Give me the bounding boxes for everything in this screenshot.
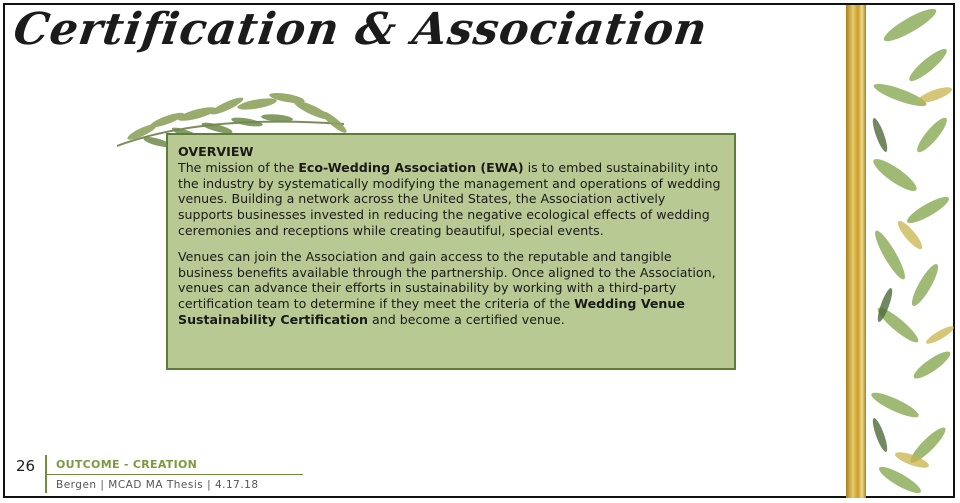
page-number: 26 xyxy=(16,457,36,475)
overview-panel xyxy=(166,133,736,370)
overview-paragraph-2 xyxy=(178,249,724,328)
overview-paragraph-1 xyxy=(178,160,724,239)
footer-meta: Bergen | MCAD MA Thesis | 4.17.18 xyxy=(56,479,259,491)
overview-p1-text-b: is to embed sustainability into the industry by systematically modifying the management and operations of wedding venues. Building a network across the United States, the Association actively supports businesses invested in reducing the negative ecological effects of wedding ceremonies and receptions while creating beautiful, special events. xyxy=(178,159,721,238)
page-title: Certification & Association xyxy=(10,4,711,55)
foliage-decoration xyxy=(840,5,954,498)
footer-rule xyxy=(45,474,303,475)
overview-p2-emphasis: Wedding Venue Sustainability Certification xyxy=(178,296,685,327)
overview-p1-emphasis: Eco-Wedding Association (EWA) xyxy=(298,159,524,175)
overview-p2-text-a: Venues can join the Association and gain access to the reputable and tangible business benefits available through the partnership. Once aligned to the Association, venues can advance their efforts in sustainability by working with a third-party certification team to determine if they meet the criteria of the xyxy=(178,248,716,312)
footer-section-label: OUTCOME - CREATION xyxy=(56,458,198,471)
overview-heading: OVERVIEW xyxy=(178,144,254,159)
overview-p2-text-b: and become a certified venue. xyxy=(368,311,565,327)
overview-p1-text-a: The mission of the xyxy=(178,159,299,175)
